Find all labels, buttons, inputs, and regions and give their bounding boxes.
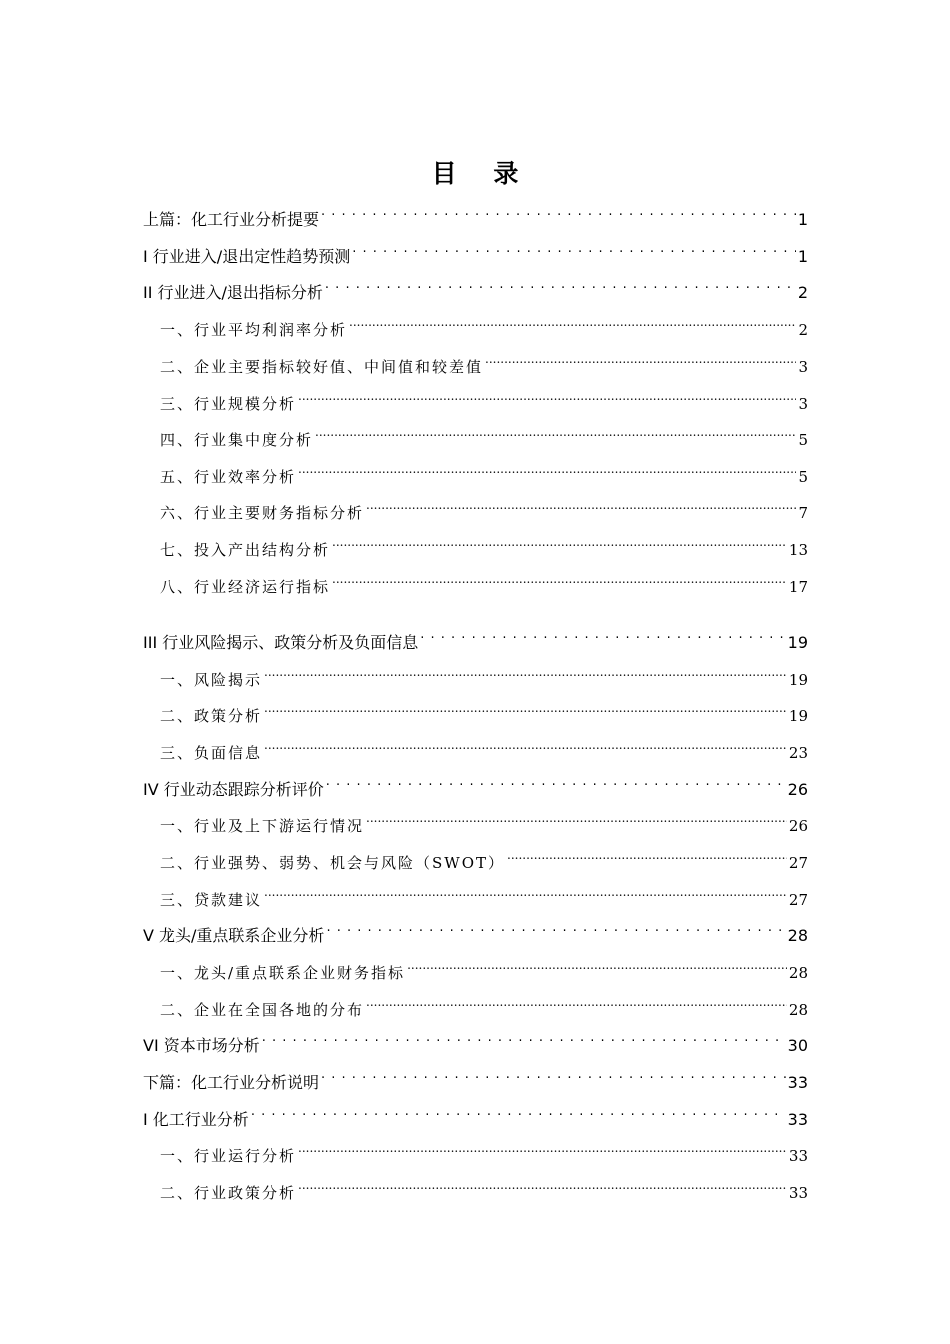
toc-entry-label: V 龙头/重点联系企业分析 [143, 926, 325, 945]
toc-entry-label: 三、贷款建议 [160, 891, 263, 909]
toc-entry-label: 二、企业主要指标较好值、中间值和较差值 [160, 358, 484, 376]
toc-entry-label: 上篇：化工行业分析提要 [143, 210, 320, 229]
toc-page-number: 5 [798, 468, 808, 486]
page-title: 目 录 [431, 159, 533, 188]
toc-dot-leader [325, 272, 796, 298]
toc-dot-leader [407, 952, 787, 978]
toc-entry[interactable] [143, 236, 808, 266]
toc-dot-leader [264, 732, 787, 758]
toc-dot-leader [264, 659, 787, 685]
toc-dot-leader [264, 879, 787, 905]
toc-dot-leader [326, 915, 785, 941]
toc-entry[interactable] [160, 529, 808, 559]
toc-dot-leader [332, 529, 787, 555]
toc-entry-label: 下篇：化工行业分析说明 [143, 1073, 320, 1092]
toc-entry[interactable] [143, 1099, 808, 1129]
toc-dot-leader [366, 492, 796, 518]
toc-entry-label: 二、行业强势、弱势、机会与风险（SWOT） [160, 854, 505, 872]
toc-entry[interactable] [160, 695, 808, 725]
toc-entry[interactable] [160, 383, 808, 413]
toc-entry[interactable] [160, 419, 808, 449]
toc-page-number: 7 [798, 504, 808, 522]
toc-dot-leader [298, 1172, 787, 1198]
toc-entry[interactable] [160, 842, 808, 872]
toc-page-number: 1 [797, 210, 808, 229]
toc-page-number: 19 [787, 633, 808, 652]
toc-page-number: 26 [788, 817, 808, 835]
toc-entry[interactable] [143, 769, 808, 799]
toc-dot-leader [366, 989, 787, 1015]
toc-dot-leader [349, 309, 796, 335]
toc-dot-leader [315, 419, 796, 445]
toc-dot-leader [262, 1025, 786, 1051]
toc-entry-label: 三、负面信息 [160, 744, 263, 762]
toc-entry[interactable] [143, 199, 808, 229]
toc-entry[interactable] [160, 879, 808, 909]
toc-entry[interactable] [160, 989, 808, 1019]
toc-entry-label: 一、行业平均利润率分析 [160, 321, 348, 339]
toc-entry-label: 一、风险揭示 [160, 671, 263, 689]
toc-entry[interactable] [160, 566, 808, 596]
toc-page-number: 27 [788, 854, 808, 872]
toc-entry-label: 六、行业主要财务指标分析 [160, 504, 365, 522]
toc-entry-label: 一、龙头/重点联系企业财务指标 [160, 964, 406, 982]
toc-page-number: 27 [788, 891, 808, 909]
toc-page-number: 19 [788, 671, 808, 689]
toc-entry[interactable] [160, 805, 808, 835]
toc-page-number: 2 [797, 283, 808, 302]
toc-entry[interactable] [143, 272, 808, 302]
toc-entry-label: 一、行业运行分析 [160, 1147, 297, 1165]
toc-dot-leader [298, 1135, 787, 1161]
toc-page-number: 28 [787, 926, 808, 945]
toc-page-number: 30 [787, 1036, 808, 1055]
toc-entry-label: I 化工行业分析 [143, 1110, 249, 1129]
toc-entry-label: 一、行业及上下游运行情况 [160, 817, 365, 835]
toc-page-number: 1 [797, 247, 808, 266]
toc-entry[interactable] [160, 732, 808, 762]
toc-dot-leader [366, 805, 787, 831]
toc-page-number: 33 [787, 1073, 808, 1092]
toc-dot-leader [507, 842, 787, 868]
toc-dot-leader [321, 199, 796, 225]
toc-entry[interactable] [160, 952, 808, 982]
toc-entry-label: 三、行业规模分析 [160, 395, 297, 413]
toc-page-number: 26 [787, 780, 808, 799]
toc-entry[interactable] [160, 1172, 808, 1202]
toc-page-number: 33 [787, 1110, 808, 1129]
toc-dot-leader [420, 622, 785, 648]
toc-dot-leader [298, 383, 796, 409]
toc-entry-label: III 行业风险揭示、政策分析及负面信息 [143, 633, 419, 652]
toc-page-number: 23 [788, 744, 808, 762]
toc-entry-label: VI 资本市场分析 [143, 1036, 260, 1055]
toc-entry[interactable] [143, 915, 808, 945]
toc-entry[interactable] [143, 1025, 808, 1055]
toc-entry-label: 二、政策分析 [160, 707, 263, 725]
toc-dot-leader [326, 769, 786, 795]
toc-entry[interactable] [160, 1135, 808, 1165]
toc-entry-label: IV 行业动态跟踪分析评价 [143, 780, 324, 799]
toc-entry-label: 四、行业集中度分析 [160, 431, 314, 449]
toc-entry[interactable] [160, 346, 808, 376]
toc-entry-label: 五、行业效率分析 [160, 468, 297, 486]
toc-page-number: 28 [788, 964, 808, 982]
toc-dot-leader [352, 236, 796, 262]
toc-dot-leader [298, 456, 796, 482]
toc-dot-leader [251, 1099, 786, 1125]
toc-page-number: 2 [798, 321, 808, 339]
toc-page-number: 28 [788, 1001, 808, 1019]
toc-page-number: 33 [788, 1184, 808, 1202]
toc-page-number: 3 [798, 358, 808, 376]
toc-dot-leader [485, 346, 796, 372]
toc-page-number: 3 [798, 395, 808, 413]
toc-entry[interactable] [160, 456, 808, 486]
toc-entry-label: 二、企业在全国各地的分布 [160, 1001, 365, 1019]
toc-entry-label: 八、行业经济运行指标 [160, 578, 331, 596]
toc-entry-label: I 行业进入/退出定性趋势预测 [143, 247, 351, 266]
toc-dot-leader [264, 695, 787, 721]
toc-dot-leader [321, 1062, 786, 1088]
toc-entry[interactable] [143, 1062, 808, 1092]
toc-page-number: 33 [788, 1147, 808, 1165]
toc-page-number: 13 [788, 541, 808, 559]
toc-entry[interactable] [160, 309, 808, 339]
toc-page-number: 17 [788, 578, 808, 596]
toc-entry[interactable] [160, 659, 808, 689]
toc-entry-label: II 行业进入/退出指标分析 [143, 283, 323, 302]
toc-entry-label: 七、投入产出结构分析 [160, 541, 331, 559]
toc-entry-label: 二、行业政策分析 [160, 1184, 297, 1202]
toc-page-number: 19 [788, 707, 808, 725]
toc-dot-leader [332, 566, 787, 592]
toc-entry[interactable] [160, 492, 808, 522]
toc-page-number: 5 [798, 431, 808, 449]
toc-entry[interactable] [143, 622, 808, 652]
